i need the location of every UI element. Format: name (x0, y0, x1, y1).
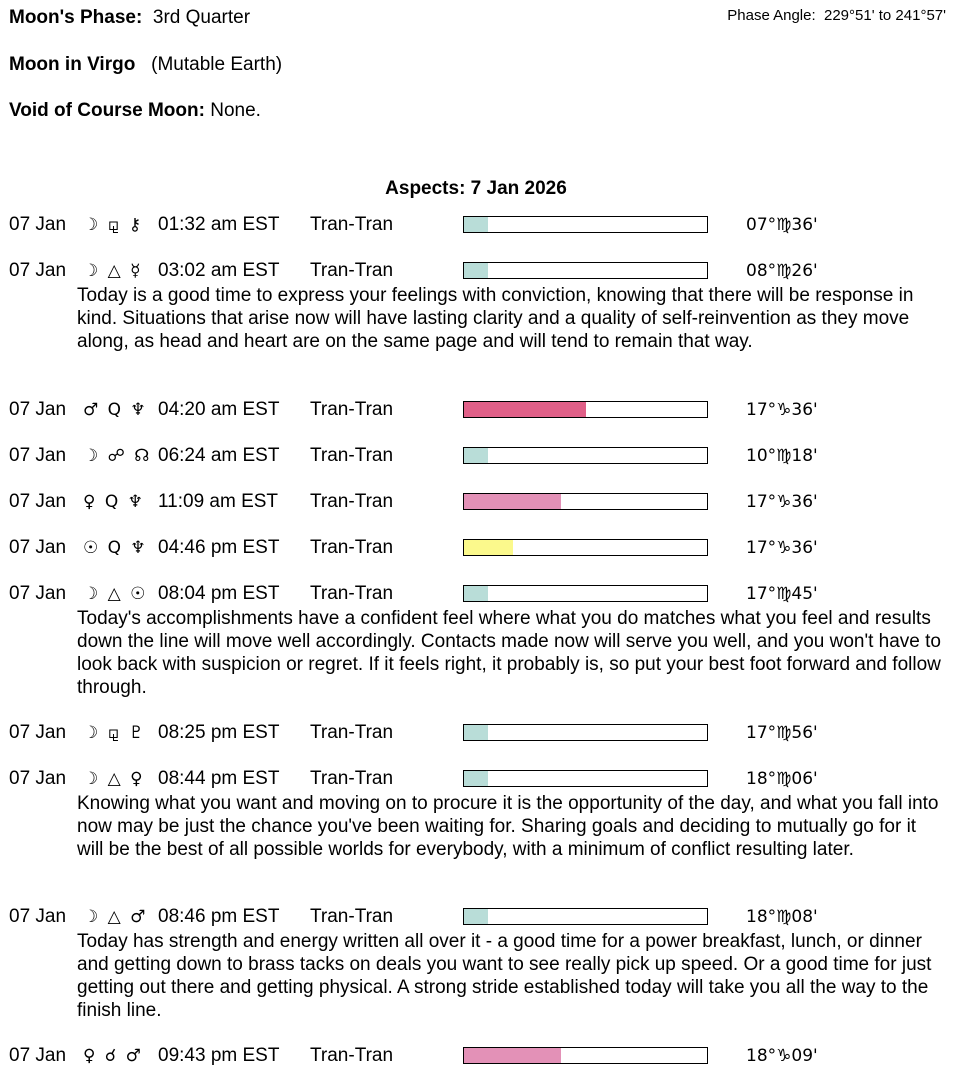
aspect-description: Today is a good time to express your feelings with conviction, knowing that there will be response in kind. Situations that arise now will have lasting clarity and a quality of self-reinvention as they move along, as head and heart are on the same page and will tend to remain that way. (77, 285, 914, 352)
aspect-description: Today's accomplishments have a confident feel where what you do matches what you feel and results down the line will move well accordingly. Contacts made now will serve you well, and you won't have to look back with suspicion or regret. If it feels right, it probably is, so put your best foot forward and follow through. (77, 608, 941, 698)
aspect-kind: Tran-Tran (310, 445, 394, 466)
aspect-date: 07 Jan (9, 1045, 67, 1066)
aspect-row (9, 491, 949, 515)
aspect-strength-fill (464, 586, 488, 601)
aspect-strength-bar (463, 770, 708, 787)
aspect-glyphs: ☽ ⚼ ⚷ (83, 215, 144, 235)
void-of-course-row (9, 100, 261, 122)
aspect-strength-bar (463, 216, 708, 233)
aspect-strength-fill (464, 217, 488, 232)
aspect-position: 17°♍45' (746, 584, 818, 604)
aspect-position: 17°♍56' (746, 723, 818, 743)
moon-sign-row (9, 54, 282, 76)
aspect-kind: Tran-Tran (310, 491, 394, 512)
aspect-row (9, 399, 949, 423)
aspect-glyphs: ☽ ☍ ☊ (83, 446, 152, 466)
aspect-strength-fill (464, 494, 561, 509)
aspect-strength-fill (464, 771, 488, 786)
aspect-kind: Tran-Tran (310, 583, 394, 604)
aspect-kind: Tran-Tran (310, 537, 394, 558)
aspect-glyphs: ☽ △ ☿ (83, 261, 143, 281)
aspect-strength-bar (463, 724, 708, 741)
aspect-description: Today has strength and energy written all over it - a good time for a power breakfast, lunch, or dinner and getting down to brass tacks on deals you want to see really pick up speed. Or a good time for just getting out there and getting physical. A strong stride established today will take you all the way to the finish line. (77, 931, 932, 1021)
aspect-row (9, 906, 949, 930)
aspect-time: 11:09 am EST (158, 491, 279, 512)
aspect-date: 07 Jan (9, 260, 67, 281)
aspect-glyphs: ☉ Q ♆ (83, 538, 148, 558)
aspect-glyphs: ☽ △ ♀ (83, 769, 145, 789)
aspect-date: 07 Jan (9, 399, 67, 420)
phase-angle-value: 229°51' to 241°57' (824, 7, 946, 24)
aspect-date: 07 Jan (9, 722, 67, 743)
aspect-strength-fill (464, 1048, 561, 1063)
aspect-strength-bar (463, 447, 708, 464)
aspect-time: 04:20 am EST (158, 399, 280, 420)
aspect-date: 07 Jan (9, 491, 67, 512)
void-value: None. (210, 100, 261, 121)
aspect-row (9, 214, 949, 238)
aspect-strength-fill (464, 263, 488, 278)
aspect-date: 07 Jan (9, 537, 67, 558)
aspect-time: 03:02 am EST (158, 260, 280, 281)
aspect-time: 06:24 am EST (158, 445, 280, 466)
aspect-row (9, 583, 949, 607)
aspect-position: 07°♍36' (746, 215, 818, 235)
aspect-time: 08:44 pm EST (158, 768, 280, 789)
aspect-row (9, 1045, 949, 1069)
aspect-time: 04:46 pm EST (158, 537, 280, 558)
aspect-position: 17°♑36' (746, 538, 818, 558)
aspect-glyphs: ☽ ⚼ ♇ (83, 723, 147, 743)
aspect-strength-bar (463, 262, 708, 279)
aspect-date: 07 Jan (9, 445, 67, 466)
aspect-row (9, 537, 949, 561)
aspect-strength-bar (463, 401, 708, 418)
aspect-strength-bar (463, 493, 708, 510)
moon-sign-label: Moon in Virgo (9, 54, 136, 75)
aspect-date: 07 Jan (9, 768, 67, 789)
aspect-glyphs: ☽ △ ♂ (83, 907, 148, 927)
aspect-date: 07 Jan (9, 214, 67, 235)
aspect-strength-fill (464, 725, 488, 740)
phase-angle-label: Phase Angle: (727, 7, 816, 24)
aspect-strength-bar (463, 1047, 708, 1064)
aspect-position: 17°♑36' (746, 492, 818, 512)
moon-phase-value: 3rd Quarter (152, 7, 251, 28)
aspect-time: 01:32 am EST (158, 214, 280, 235)
void-label: Void of Course Moon: (9, 100, 205, 121)
aspect-kind: Tran-Tran (310, 906, 394, 927)
aspect-position: 18°♍08' (746, 907, 818, 927)
aspect-time: 08:04 pm EST (158, 583, 280, 604)
aspect-strength-bar (463, 908, 708, 925)
aspect-strength-fill (464, 540, 513, 555)
aspect-time: 08:25 pm EST (158, 722, 280, 743)
moon-sign-note: (Mutable Earth) (151, 54, 283, 75)
aspect-kind: Tran-Tran (310, 399, 394, 420)
moon-phase-label: Moon's Phase: (9, 7, 143, 28)
aspect-glyphs: ♀ Q ♆ (83, 492, 145, 512)
aspect-position: 10°♍18' (746, 446, 818, 466)
aspect-date: 07 Jan (9, 583, 67, 604)
aspect-position: 17°♑36' (746, 400, 818, 420)
aspect-row (9, 445, 949, 469)
aspect-row (9, 722, 949, 746)
aspects-title: Aspects: 7 Jan 2026 (385, 178, 567, 199)
aspect-strength-bar (463, 585, 708, 602)
aspect-kind: Tran-Tran (310, 1045, 394, 1066)
aspect-position: 18°♍06' (746, 769, 818, 789)
aspect-description: Knowing what you want and moving on to procure it is the opportunity of the day, and what you fall into now may be just the chance you've been waiting for. Sharing goals and deciding to mutually go for it will be the best of all possible worlds for everybody, with a minimum of conflict resulting later. (77, 793, 939, 860)
aspect-strength-fill (464, 402, 586, 417)
aspect-glyphs: ♀ ☌ ♂ (83, 1046, 143, 1066)
aspect-row (9, 260, 949, 284)
aspect-row (9, 768, 949, 792)
aspect-strength-fill (464, 448, 488, 463)
aspect-date: 07 Jan (9, 906, 67, 927)
aspect-strength-fill (464, 909, 488, 924)
phase-angle (727, 7, 946, 24)
aspect-kind: Tran-Tran (310, 260, 394, 281)
aspect-strength-bar (463, 539, 708, 556)
aspect-position: 08°♍26' (746, 261, 818, 281)
aspect-time: 09:43 pm EST (158, 1045, 280, 1066)
aspect-position: 18°♑09' (746, 1046, 818, 1066)
aspect-glyphs: ♂ Q ♆ (83, 400, 148, 420)
aspect-time: 08:46 pm EST (158, 906, 280, 927)
aspect-kind: Tran-Tran (310, 722, 394, 743)
aspect-glyphs: ☽ △ ☉ (83, 584, 148, 604)
moon-phase-row (9, 7, 250, 29)
aspect-kind: Tran-Tran (310, 214, 394, 235)
aspect-kind: Tran-Tran (310, 768, 394, 789)
